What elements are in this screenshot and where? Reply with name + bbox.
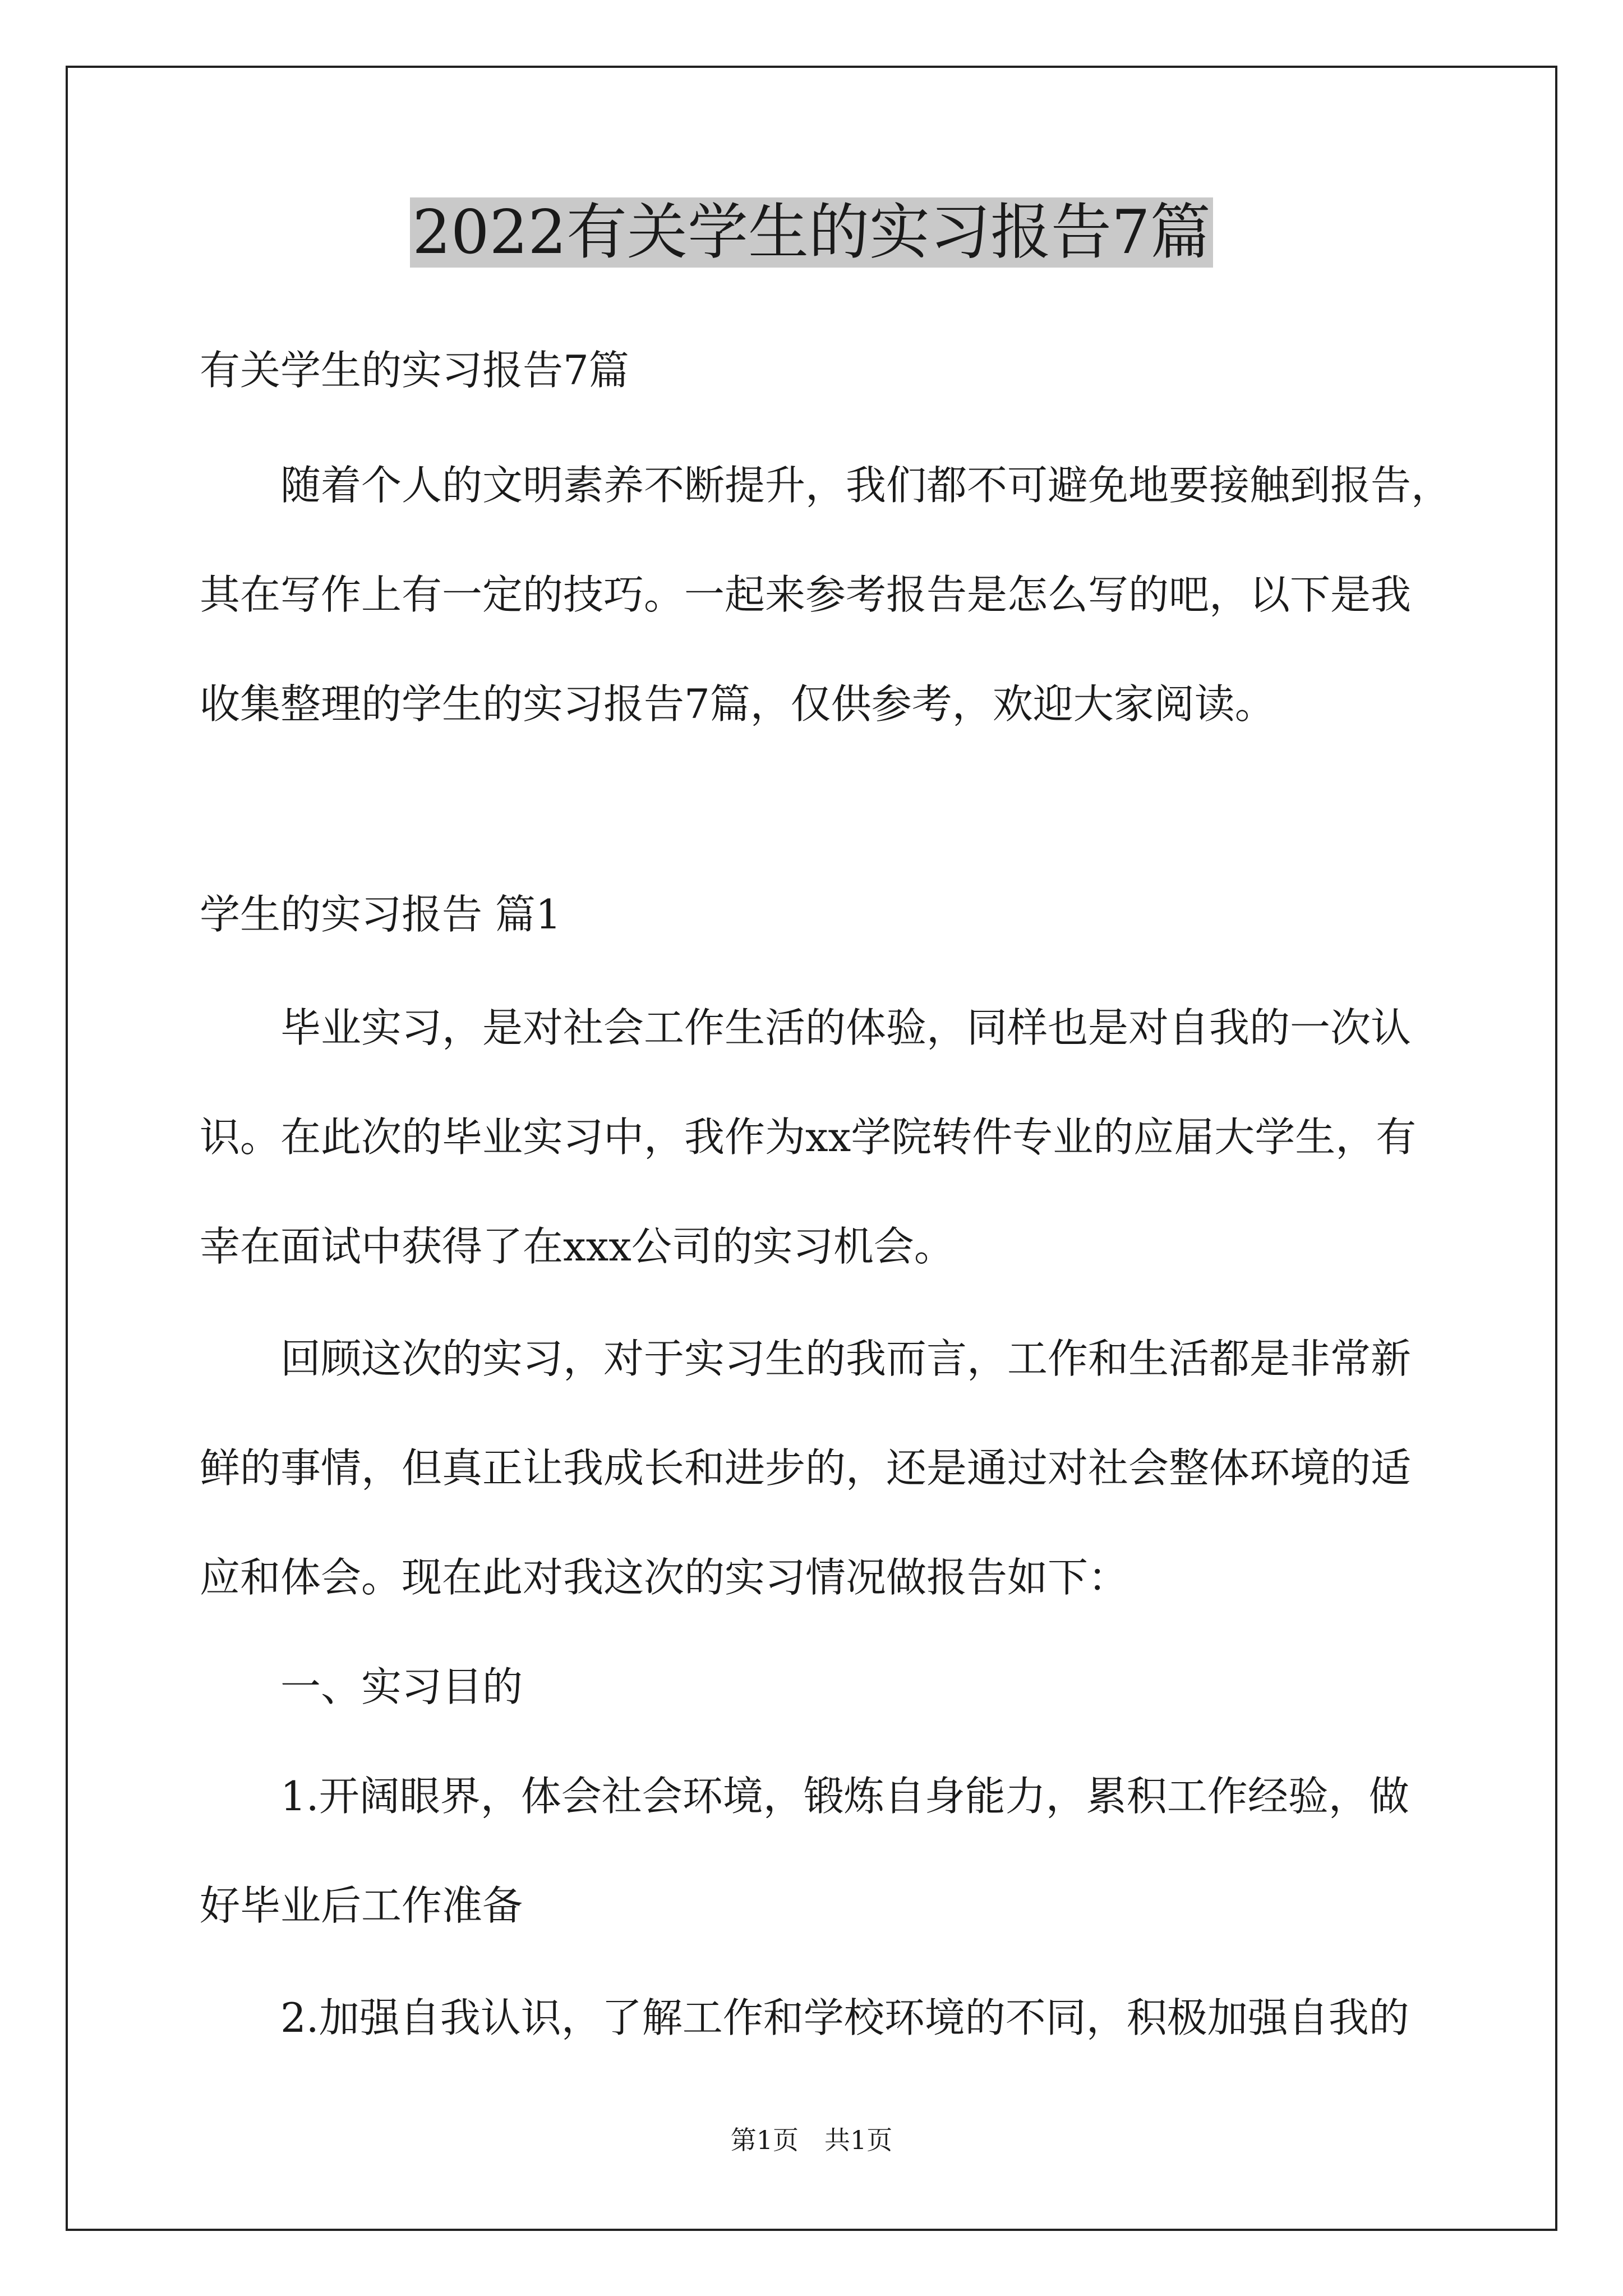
intro-line-2: 其在写作上有一定的技巧。一起来参考报告是怎么写的吧，以下是我: [200, 571, 1412, 618]
body-line-5: 鲜的事情，但真正让我成长和进步的，还是通过对社会整体环境的适: [200, 1444, 1412, 1492]
list-item-2-line-1: 2.加强自我认识，了解工作和学校环境的不同，积极加强自我的: [280, 1994, 1409, 2041]
body-line-1: 毕业实习，是对社会工作生活的体验，同样也是对自我的一次认: [280, 1004, 1412, 1051]
intro-line-1: 随着个人的文明素养不断提升，我们都不可避免地要接触到报告，: [280, 462, 1452, 509]
intro-line-3: 收集整理的学生的实习报告7篇，仅供参考，欢迎大家阅读。: [200, 680, 1275, 728]
document-title-text: 2022有关学生的实习报告7篇: [410, 197, 1213, 268]
body-line-3: 幸在面试中获得了在xxx公司的实习机会。: [200, 1223, 955, 1270]
list-item-1-line-2: 好毕业后工作准备: [200, 1882, 523, 1929]
body-line-4: 回顾这次的实习，对于实习生的我而言，工作和生活都是非常新: [280, 1335, 1412, 1382]
subtitle-line: 有关学生的实习报告7篇: [200, 347, 629, 394]
page-footer: 第1页 共1页: [730, 2125, 893, 2155]
body-line-6: 应和体会。现在此对我这次的实习情况做报告如下：: [200, 1554, 1129, 1601]
subsection-heading: 一、实习目的: [280, 1663, 523, 1710]
list-item-1-line-1: 1.开阔眼界，体会社会环境，锻炼自身能力，累积工作经验，做: [280, 1773, 1409, 1820]
document-title: [0, 194, 1623, 272]
body-line-2: 识。在此次的毕业实习中，我作为xx学院转件专业的应届大学生，有: [200, 1114, 1417, 1161]
section-heading-1: 学生的实习报告 篇1: [200, 891, 561, 938]
